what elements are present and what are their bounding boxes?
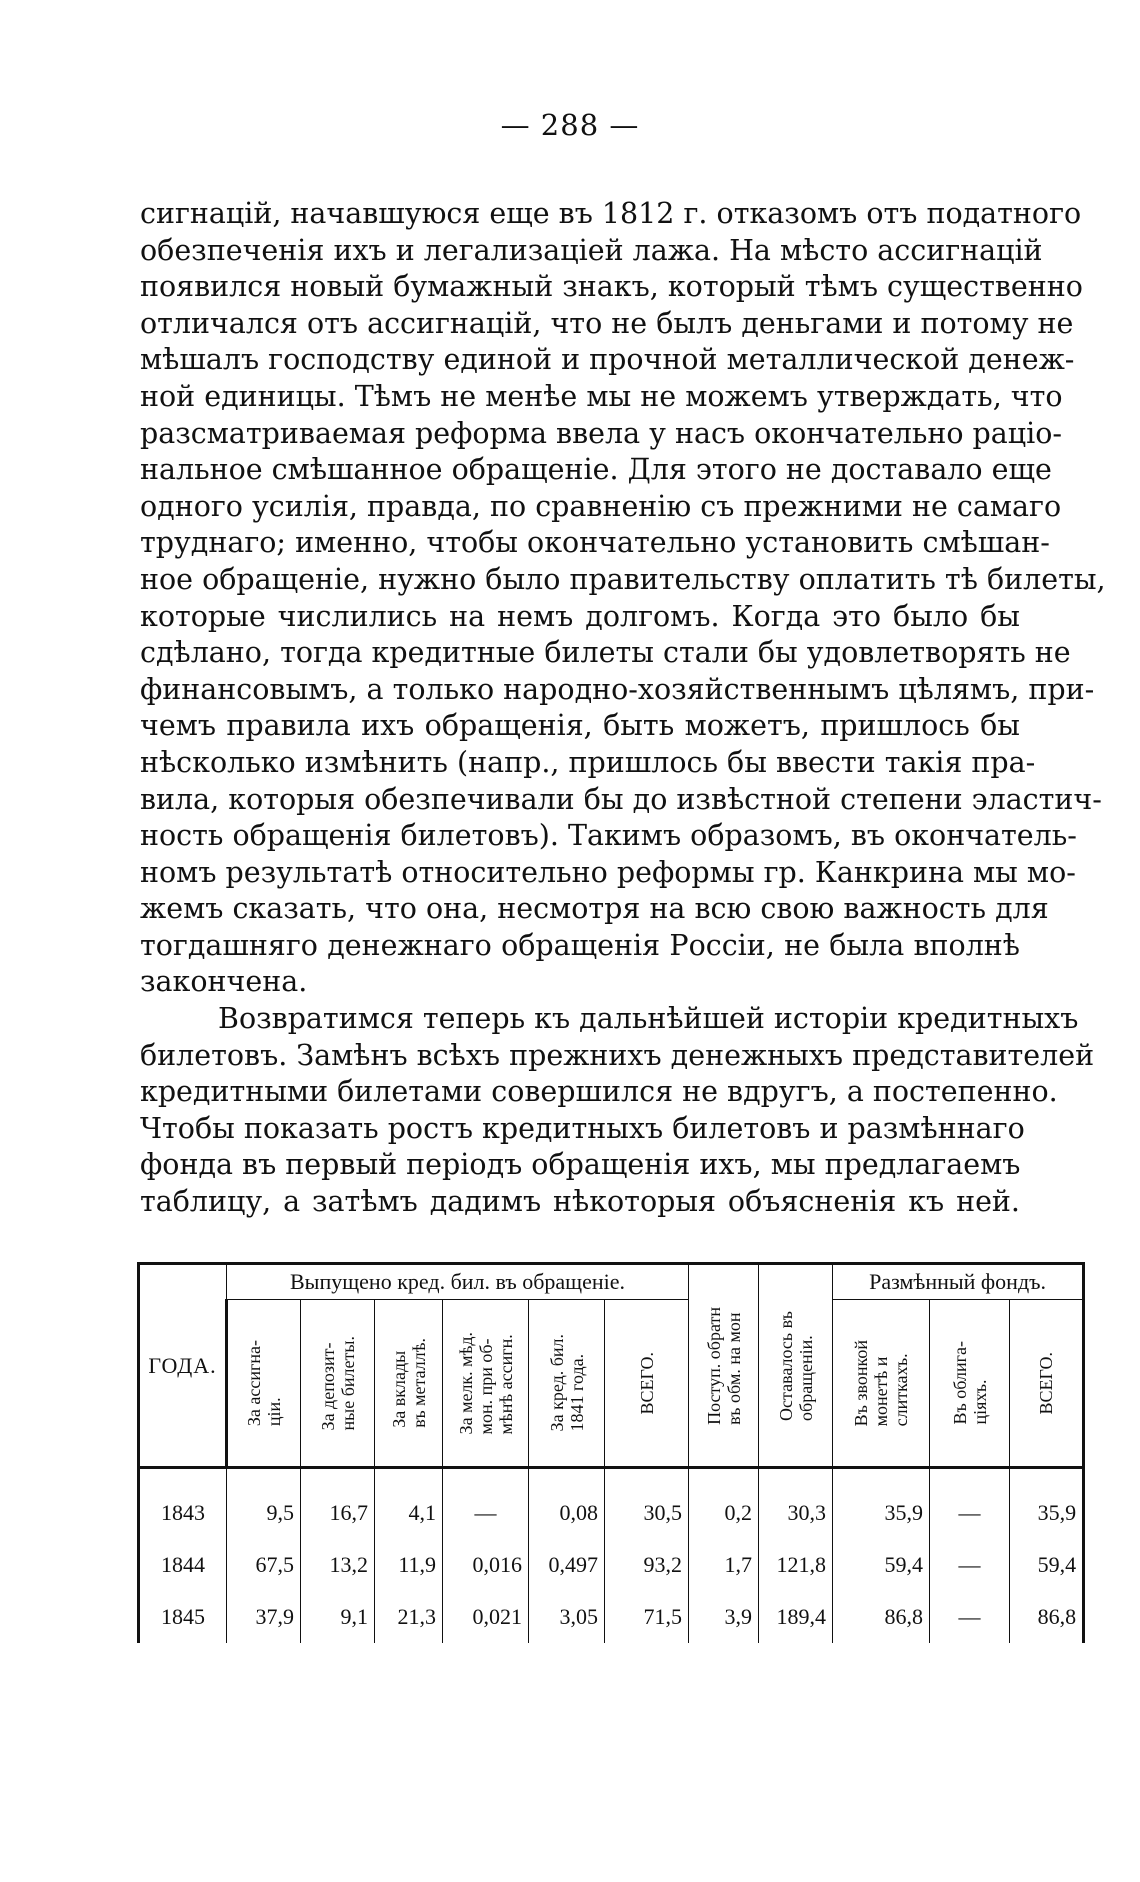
text-line: Возвратимся теперь къ дальнѣйшей исторіи кредитныхъ <box>218 1002 1079 1036</box>
value-cell: 0,021 <box>443 1591 529 1643</box>
issued-column-header: За депозит- ные билеты. <box>301 1300 375 1468</box>
text-line: тогдашняго денежнаго обращенія Россіи, не была вполнѣ <box>140 928 1020 962</box>
value-cell: 30,3 <box>759 1468 833 1540</box>
text-line: сдѣлано, тогда кредитные билеты стали бы удовлетворять не <box>140 636 1071 670</box>
text-line: одного усилія, правда, по сравненію съ прежними не самаго <box>140 489 1062 523</box>
value-cell: 93,2 <box>605 1539 689 1591</box>
value-cell: 0,016 <box>443 1539 529 1591</box>
table-body <box>139 1468 1084 1644</box>
remaining-header <box>759 1264 833 1468</box>
received-back-header <box>689 1264 759 1468</box>
text-line: ное обращеніе, нужно было правительству оплатить тѣ билеты, <box>140 562 1106 596</box>
value-cell: 16,7 <box>301 1468 375 1540</box>
value-cell: 9,5 <box>227 1468 301 1540</box>
value-cell: 13,2 <box>301 1539 375 1591</box>
value-cell: 121,8 <box>759 1539 833 1591</box>
statistics-table <box>137 1262 1085 1643</box>
text-line: сигнацій, начавшуюся еще въ 1812 г. отказомъ отъ податного <box>140 197 1082 230</box>
fund-column-header: ВСЕГО. <box>1010 1300 1084 1468</box>
text-line: финансовымъ, а только народно-хозяйственнымъ цѣлямъ, при- <box>140 672 1095 706</box>
value-cell: 0,2 <box>689 1468 759 1540</box>
value-cell: 67,5 <box>227 1539 301 1591</box>
issued-column-header: ВСЕГО. <box>605 1300 689 1468</box>
table-row <box>139 1591 1084 1643</box>
text-line: труднаго; именно, чтобы окончательно установить смѣшан- <box>140 526 1050 560</box>
value-cell: 35,9 <box>1010 1468 1084 1540</box>
text-line: мѣшалъ господству единой и прочной металлической денеж- <box>140 343 1075 377</box>
table-row <box>139 1539 1084 1591</box>
text-line: разсматриваемая реформа ввела у насъ окончательно раціо- <box>140 416 1063 450</box>
text-line: фонда въ первый періодъ обращенія ихъ, мы предлагаемъ <box>140 1148 1021 1182</box>
text-line: чемъ правила ихъ обращенія, быть можетъ, пришлось бы <box>140 709 1020 743</box>
year-cell: 1843 <box>139 1468 227 1540</box>
text-line: Чтобы показать ростъ кредитныхъ билетовъ и размѣннаго <box>140 1111 1025 1145</box>
text-line: номъ результатѣ относительно реформы гр. Канкрина мы мо- <box>140 855 1076 889</box>
table-row <box>139 1468 1084 1540</box>
text-line: ной единицы. Тѣмъ не менѣе мы не можемъ утверждать, что <box>140 379 1063 413</box>
value-cell: 1,7 <box>689 1539 759 1591</box>
year-cell: 1844 <box>139 1539 227 1591</box>
year-cell: 1845 <box>139 1591 227 1643</box>
value-cell: 59,4 <box>833 1539 930 1591</box>
text-line: обезпеченія ихъ и легализаціей лажа. На мѣсто ассигнацій <box>140 233 1043 267</box>
text-line: нальное смѣшанное обращеніе. Для этого не доставало еще <box>140 453 1052 487</box>
value-cell: 30,5 <box>605 1468 689 1540</box>
text-line: закончена. <box>140 965 308 999</box>
value-cell: — <box>930 1539 1010 1591</box>
year-header: ГОДА. <box>139 1264 227 1468</box>
fund-column-header: Въ звонкой монетѣ и слиткахъ. <box>833 1300 930 1468</box>
value-cell: — <box>443 1468 529 1540</box>
text-line: появился новый бумажный знакъ, который тѣмъ существенно <box>140 270 1083 304</box>
value-cell: 86,8 <box>833 1591 930 1643</box>
issued-column-header: За кред. бил. 1841 года. <box>529 1300 605 1468</box>
value-cell: 9,1 <box>301 1591 375 1643</box>
header-label: Оставалось въ обращеніи. <box>775 1310 816 1421</box>
text-line: вила, которыя обезпечивали бы до извѣстной степени эластич- <box>140 782 1102 816</box>
value-cell: 4,1 <box>375 1468 443 1540</box>
value-cell: 59,4 <box>1010 1539 1084 1591</box>
value-cell: 3,9 <box>689 1591 759 1643</box>
header-label: Поступ. обратн въ обм. на мон <box>703 1306 744 1425</box>
value-cell: 71,5 <box>605 1591 689 1643</box>
value-cell: 0,497 <box>529 1539 605 1591</box>
text-line: таблицу, а затѣмъ дадимъ нѣкоторыя объясненія къ ней. <box>140 1185 1020 1219</box>
fund-group-header: Размѣнный фондъ. <box>833 1264 1084 1300</box>
value-cell: — <box>930 1591 1010 1643</box>
issued-group-header: Выпущено кред. бил. въ обращеніе. <box>227 1264 689 1300</box>
text-line: нѣсколько измѣнить (напр., пришлось бы ввести такія пра- <box>140 745 1036 779</box>
text-line: жемъ сказать, что она, несмотря на всю свою важность для <box>140 892 1049 926</box>
issued-column-header: За мелк. мѣд. мон. при об- мѣнѣ ассигн. <box>443 1300 529 1468</box>
value-cell: 11,9 <box>375 1539 443 1591</box>
value-cell: — <box>930 1468 1010 1540</box>
value-cell: 35,9 <box>833 1468 930 1540</box>
text-line: билетовъ. Замѣнъ всѣхъ прежнихъ денежныхъ представителей <box>140 1038 1095 1072</box>
value-cell: 86,8 <box>1010 1591 1084 1643</box>
issued-column-header: За ассигна- ціи. <box>227 1300 301 1468</box>
value-cell: 21,3 <box>375 1591 443 1643</box>
text-line: ность обращенія билетовъ). Такимъ образомъ, въ окончатель- <box>140 819 1077 853</box>
body-text <box>140 196 1106 1221</box>
page-number: — 288 — <box>500 108 640 142</box>
issued-column-header: За вклады въ металлѣ. <box>375 1300 443 1468</box>
value-cell: 37,9 <box>227 1591 301 1643</box>
text-line: кредитными билетами совершился не вдругъ, а постепенно. <box>140 1075 1058 1109</box>
value-cell: 189,4 <box>759 1591 833 1643</box>
text-line: которые числились на немъ долгомъ. Когда это было бы <box>140 599 1020 633</box>
value-cell: 0,08 <box>529 1468 605 1540</box>
fund-column-header: Въ облига- ціяхъ. <box>930 1300 1010 1468</box>
value-cell: 3,05 <box>529 1591 605 1643</box>
text-line: отличался отъ ассигнацій, что не былъ деньгами и потому не <box>140 306 1074 340</box>
